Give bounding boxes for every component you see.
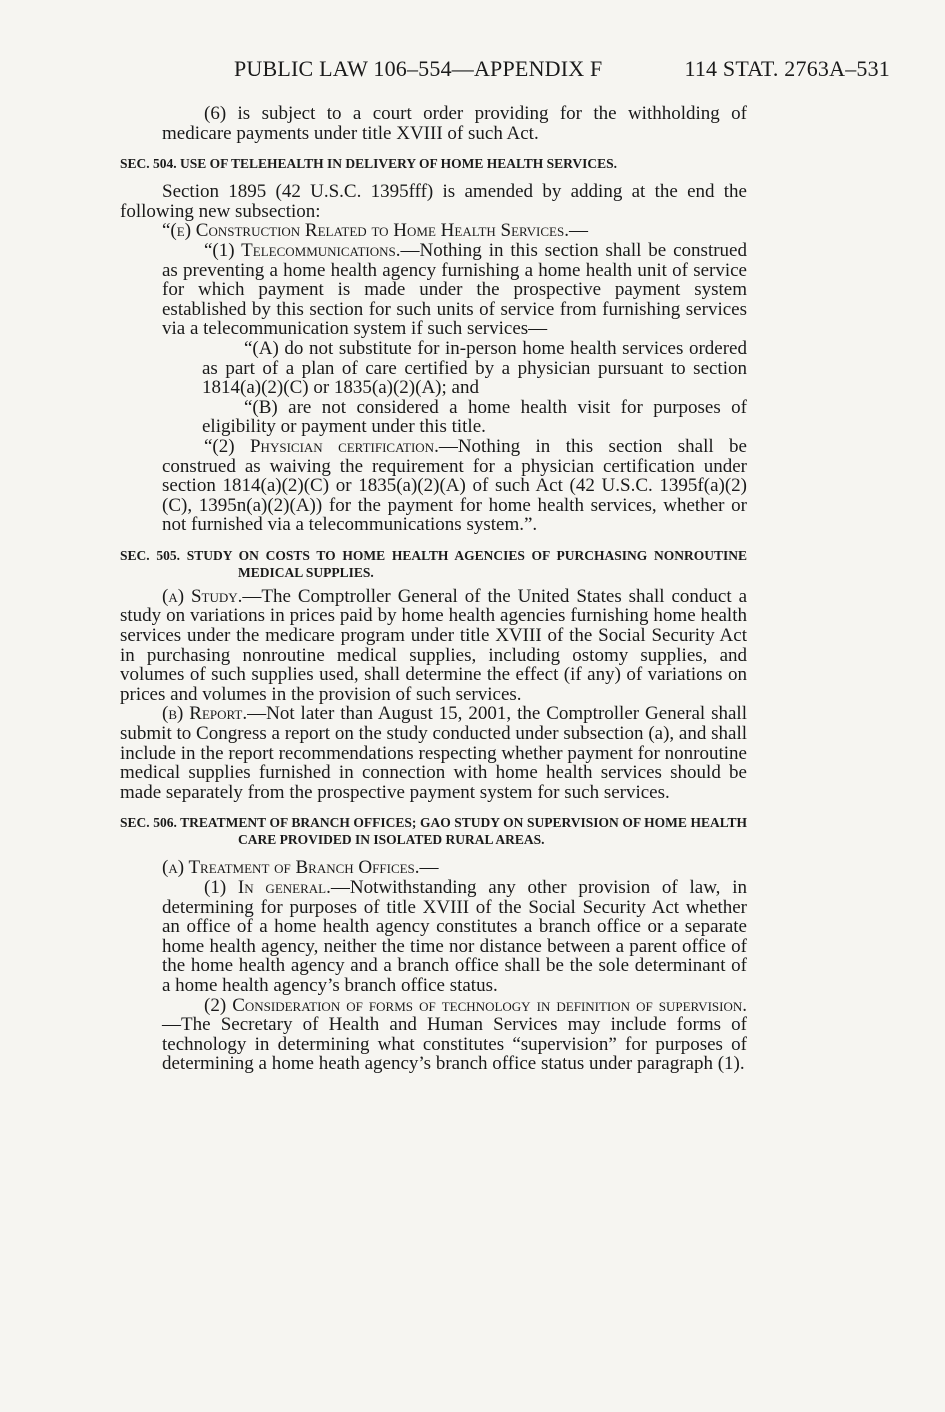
paragraph-label: “(2) Physician certification. — [204, 435, 439, 457]
header-title: PUBLIC LAW 106–554—APPENDIX F — [234, 56, 603, 81]
paragraph-label: (1) In general. — [204, 877, 331, 898]
paragraph: “(A) do not substitute for in-person home health services ordered as part of a plan of care certified by a physician pursuant to section 1814(a)(2)(C) or 1835(a)(2)(A); and — [202, 337, 747, 399]
running-header — [234, 56, 890, 82]
paragraph: (a) Study.—The Comptroller General of the United States shall conduct a study on variations in prices paid by home health agencies furnishing home health services under the medicare program under title XVIII of the Social Security Act in purchasing nonroutine medical supplies, including ostomy supplies, and volumes of such supplies used, shall determine the effect (if any) of variations on prices and volumes in the provision of such services. — [120, 585, 747, 705]
body-text — [120, 104, 747, 1074]
header-page-number: 114 STAT. 2763A–531 — [684, 56, 890, 81]
paragraph-label: (2) Consideration of forms of technology in definition of supervision. — [204, 994, 747, 1016]
section-heading-505: SEC. 505. STUDY ON COSTS TO HOME HEALTH AGENCIES OF PURCHASING NONROUTINE MEDICAL SUPPLIES. — [120, 547, 747, 580]
paragraph-label: “(1) Telecommunications. — [204, 239, 401, 261]
paragraph: Section 1895 (42 U.S.C. 1395fff) is amended by adding at the end the following new subsection: — [120, 181, 747, 222]
paragraph: “(B) are not considered a home health visit for purposes of eligibility or payment under this title. — [202, 396, 747, 438]
paragraph: (b) Report.—Not later than August 15, 2001, the Comptroller General shall submit to Congress a report on the study conducted under subsection (a), and shall include in the report recommendations respecting whether payment for nonroutine medical supplies furnished in connection with home health services should be made separately from the prospective payment system for such services. — [120, 703, 747, 803]
subsection-heading: (a) Treatment of Branch Offices.— — [162, 857, 439, 879]
paragraph-label: (a) Study. — [162, 585, 243, 607]
paragraph: (2) Consideration of forms of technology in definition of supervision.—The Secretary of Health and Human Services may include forms of technology in determining what constitutes “supervision” for purposes of determining a home heath agency’s branch office status under paragraph (1). — [162, 994, 747, 1075]
paragraph: “(2) Physician certification.—Nothing in this section shall be construed as waiving the requirement for a physician certification under section 1814(a)(2)(C) or 1835(a)(2)(A) of such Act (42 U.S.C. 1395f(a)(2)(C), 1395n(a)(2)(A)) for the payment for home health services, whether or not furnished via a telecommunications system.”. — [162, 435, 747, 536]
subsection-heading: “(e) Construction Related to Home Health Services.— — [162, 220, 588, 242]
paragraph: (6) is subject to a court order providing for the withholding of medicare payments under title XVIII of such Act. — [162, 103, 747, 144]
paragraph-label: (b) Report. — [162, 703, 248, 725]
paragraph: (1) In general.—Notwithstanding any other provision of law, in determining for purposes of title XVIII of the Social Security Act whether an office of a home health agency constitutes a branch office or a separate home health agency, neither the time nor distance between a parent office of the home health agency and a branch office shall be the sole determinant of a home health agency’s branch office status. — [162, 877, 747, 996]
paragraph: “(1) Telecommunications.—Nothing in this section shall be construed as preventing a home health agency furnishing a home health unit of service for which payment is made under the prospective payment system established by this section for such units of service from furnishing services via a telecommunication system if such services— — [162, 239, 747, 340]
section-heading-506: SEC. 506. TREATMENT OF BRANCH OFFICES; GAO STUDY ON SUPERVISION OF HOME HEALTH CARE PROVIDED IN ISOLATED RURAL AREAS. — [120, 815, 747, 848]
section-heading-504: SEC. 504. USE OF TELEHEALTH IN DELIVERY OF HOME HEALTH SERVICES. — [120, 156, 618, 172]
